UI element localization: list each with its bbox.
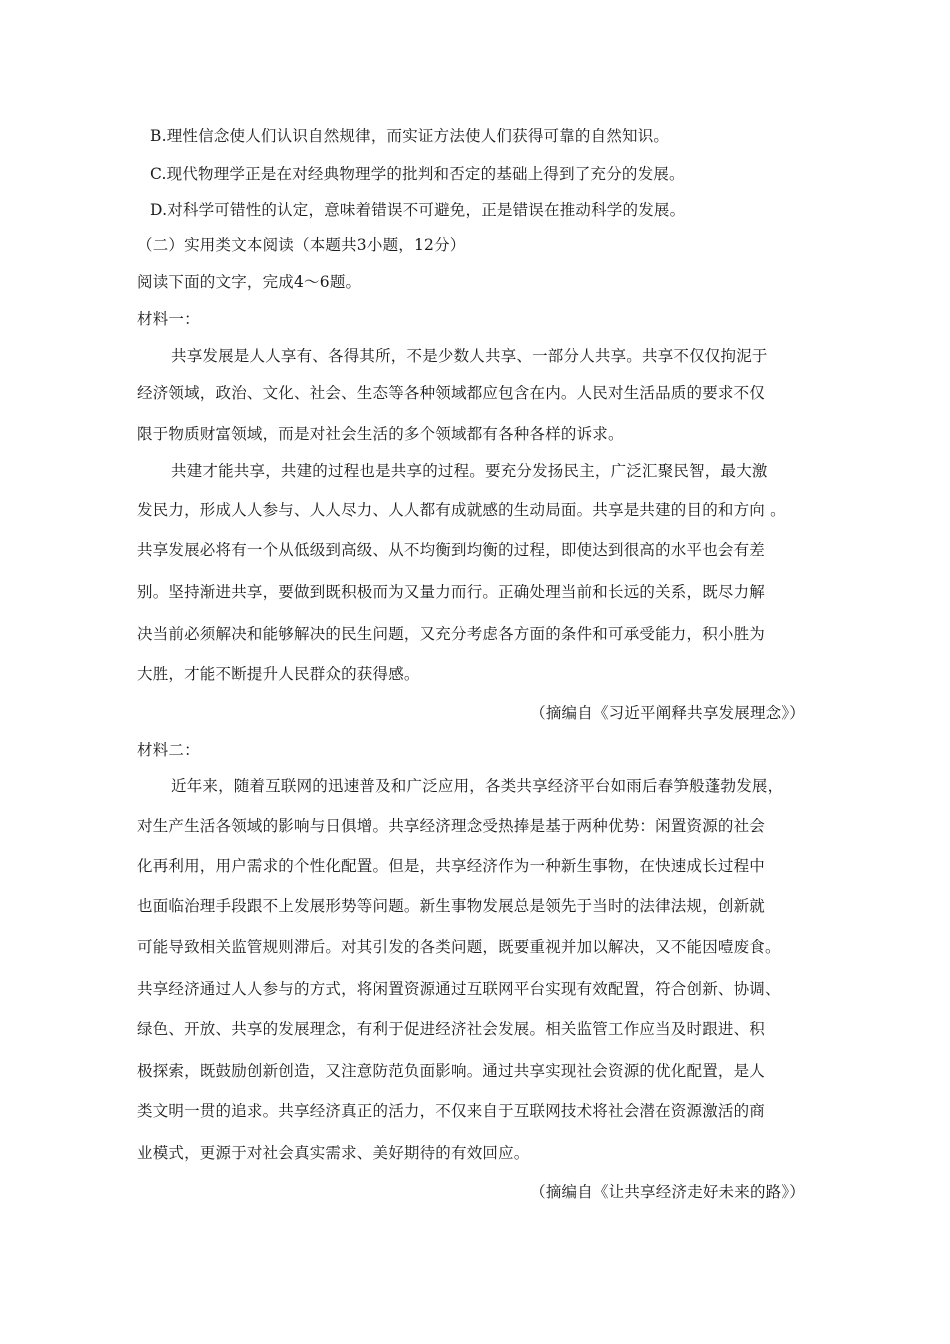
material-1-paragraph-2-line: 共享发展必将有一个从低级到高级、从不均衡到均衡的过程，即使达到很高的水平也会有差 — [137, 541, 766, 559]
material-2-paragraph-line: 也面临治理手段跟不上发展形势等问题。新生事物发展总是领先于当时的法律法规，创新就 — [137, 897, 766, 915]
option-c: C.现代物理学正是在对经典物理学的批判和否定的基础上得到了充分的发展。 — [150, 165, 685, 183]
option-b: B.理性信念使人们认识自然规律，而实证方法使人们获得可靠的自然知识。 — [150, 127, 670, 145]
material-2-paragraph-line: 共享经济通过人人参与的方式，将闲置资源通过互联网平台实现有效配置，符合创新、协调、 — [137, 980, 781, 998]
material-1-paragraph-2-line: 发民力，形成人人参与、人人尽力、人人都有成就感的生动局面。共享是共建的目的和方向 。 — [137, 501, 786, 519]
material-1-paragraph-2-line: 大胜，才能不断提升人民群众的获得感。 — [137, 665, 420, 683]
material-2-label: 材料二： — [137, 741, 200, 759]
material-2-paragraph-line: 绿色、开放、共享的发展理念，有利于促进经济社会发展。相关监管工作应当及时跟进、积 — [137, 1020, 766, 1038]
material-1-paragraph-2-line: 别。坚持渐进共享，要做到既积极而为又量力而行。正确处理当前和长远的关系，既尽力解 — [137, 583, 766, 601]
material-1-paragraph-2-line: 决当前必须解决和能够解决的民生问题，又充分考虑各方面的条件和可承受能力，积小胜为 — [137, 625, 766, 643]
material-1-paragraph-1-line: 共享发展是人人享有、各得其所，不是少数人共享、一部分人共享。共享不仅仅拘泥于 — [171, 347, 768, 365]
section-title: （二）实用类文本阅读（本题共3小题，12分） — [137, 236, 466, 254]
material-2-source: （摘编自《让共享经济走好未来的路》） — [530, 1183, 805, 1201]
material-2-paragraph-line: 类文明一贯的追求。共享经济真正的活力，不仅来自于互联网技术将社会潜在资源激活的商 — [137, 1102, 766, 1120]
material-1-paragraph-1-line: 限于物质财富领域，而是对社会生活的多个领域都有各种各样的诉求。 — [137, 425, 624, 443]
material-2-paragraph-line: 极探索，既鼓励创新创造，又注意防范负面影响。通过共享实现社会资源的优化配置，是人 — [137, 1062, 766, 1080]
material-2-paragraph-line: 业模式，更源于对社会真实需求、美好期待的有效回应。 — [137, 1144, 530, 1162]
instruction: 阅读下面的文字，完成4～6题。 — [137, 273, 362, 291]
material-2-paragraph-line: 化再利用，用户需求的个性化配置。但是，共享经济作为一种新生事物，在快速成长过程中 — [137, 857, 766, 875]
material-2-paragraph-line: 对生产生活各领域的影响与日俱增。共享经济理念受热捧是基于两种优势：闲置资源的社会 — [137, 817, 766, 835]
material-1-source: （摘编自《习近平阐释共享发展理念》） — [530, 704, 805, 722]
option-d: D.对科学可错性的认定，意味着错误不可避免，正是错误在推动科学的发展。 — [150, 201, 686, 219]
material-1-paragraph-1-line: 经济领域，政治、文化、社会、生态等各种领域都应包含在内。人民对生活品质的要求不仅 — [137, 384, 766, 402]
material-2-paragraph-line: 可能导致相关监管规则滞后。对其引发的各类问题，既要重视并加以解决，又不能因噎废食。 — [137, 938, 781, 956]
material-1-paragraph-2-line: 共建才能共享，共建的过程也是共享的过程。要充分发扬民主，广泛汇聚民智，最大激 — [171, 462, 768, 480]
material-1-label: 材料一： — [137, 310, 200, 328]
material-2-paragraph-line: 近年来，随着互联网的迅速普及和广泛应用，各类共享经济平台如雨后春笋般蓬勃发展， — [171, 777, 784, 795]
